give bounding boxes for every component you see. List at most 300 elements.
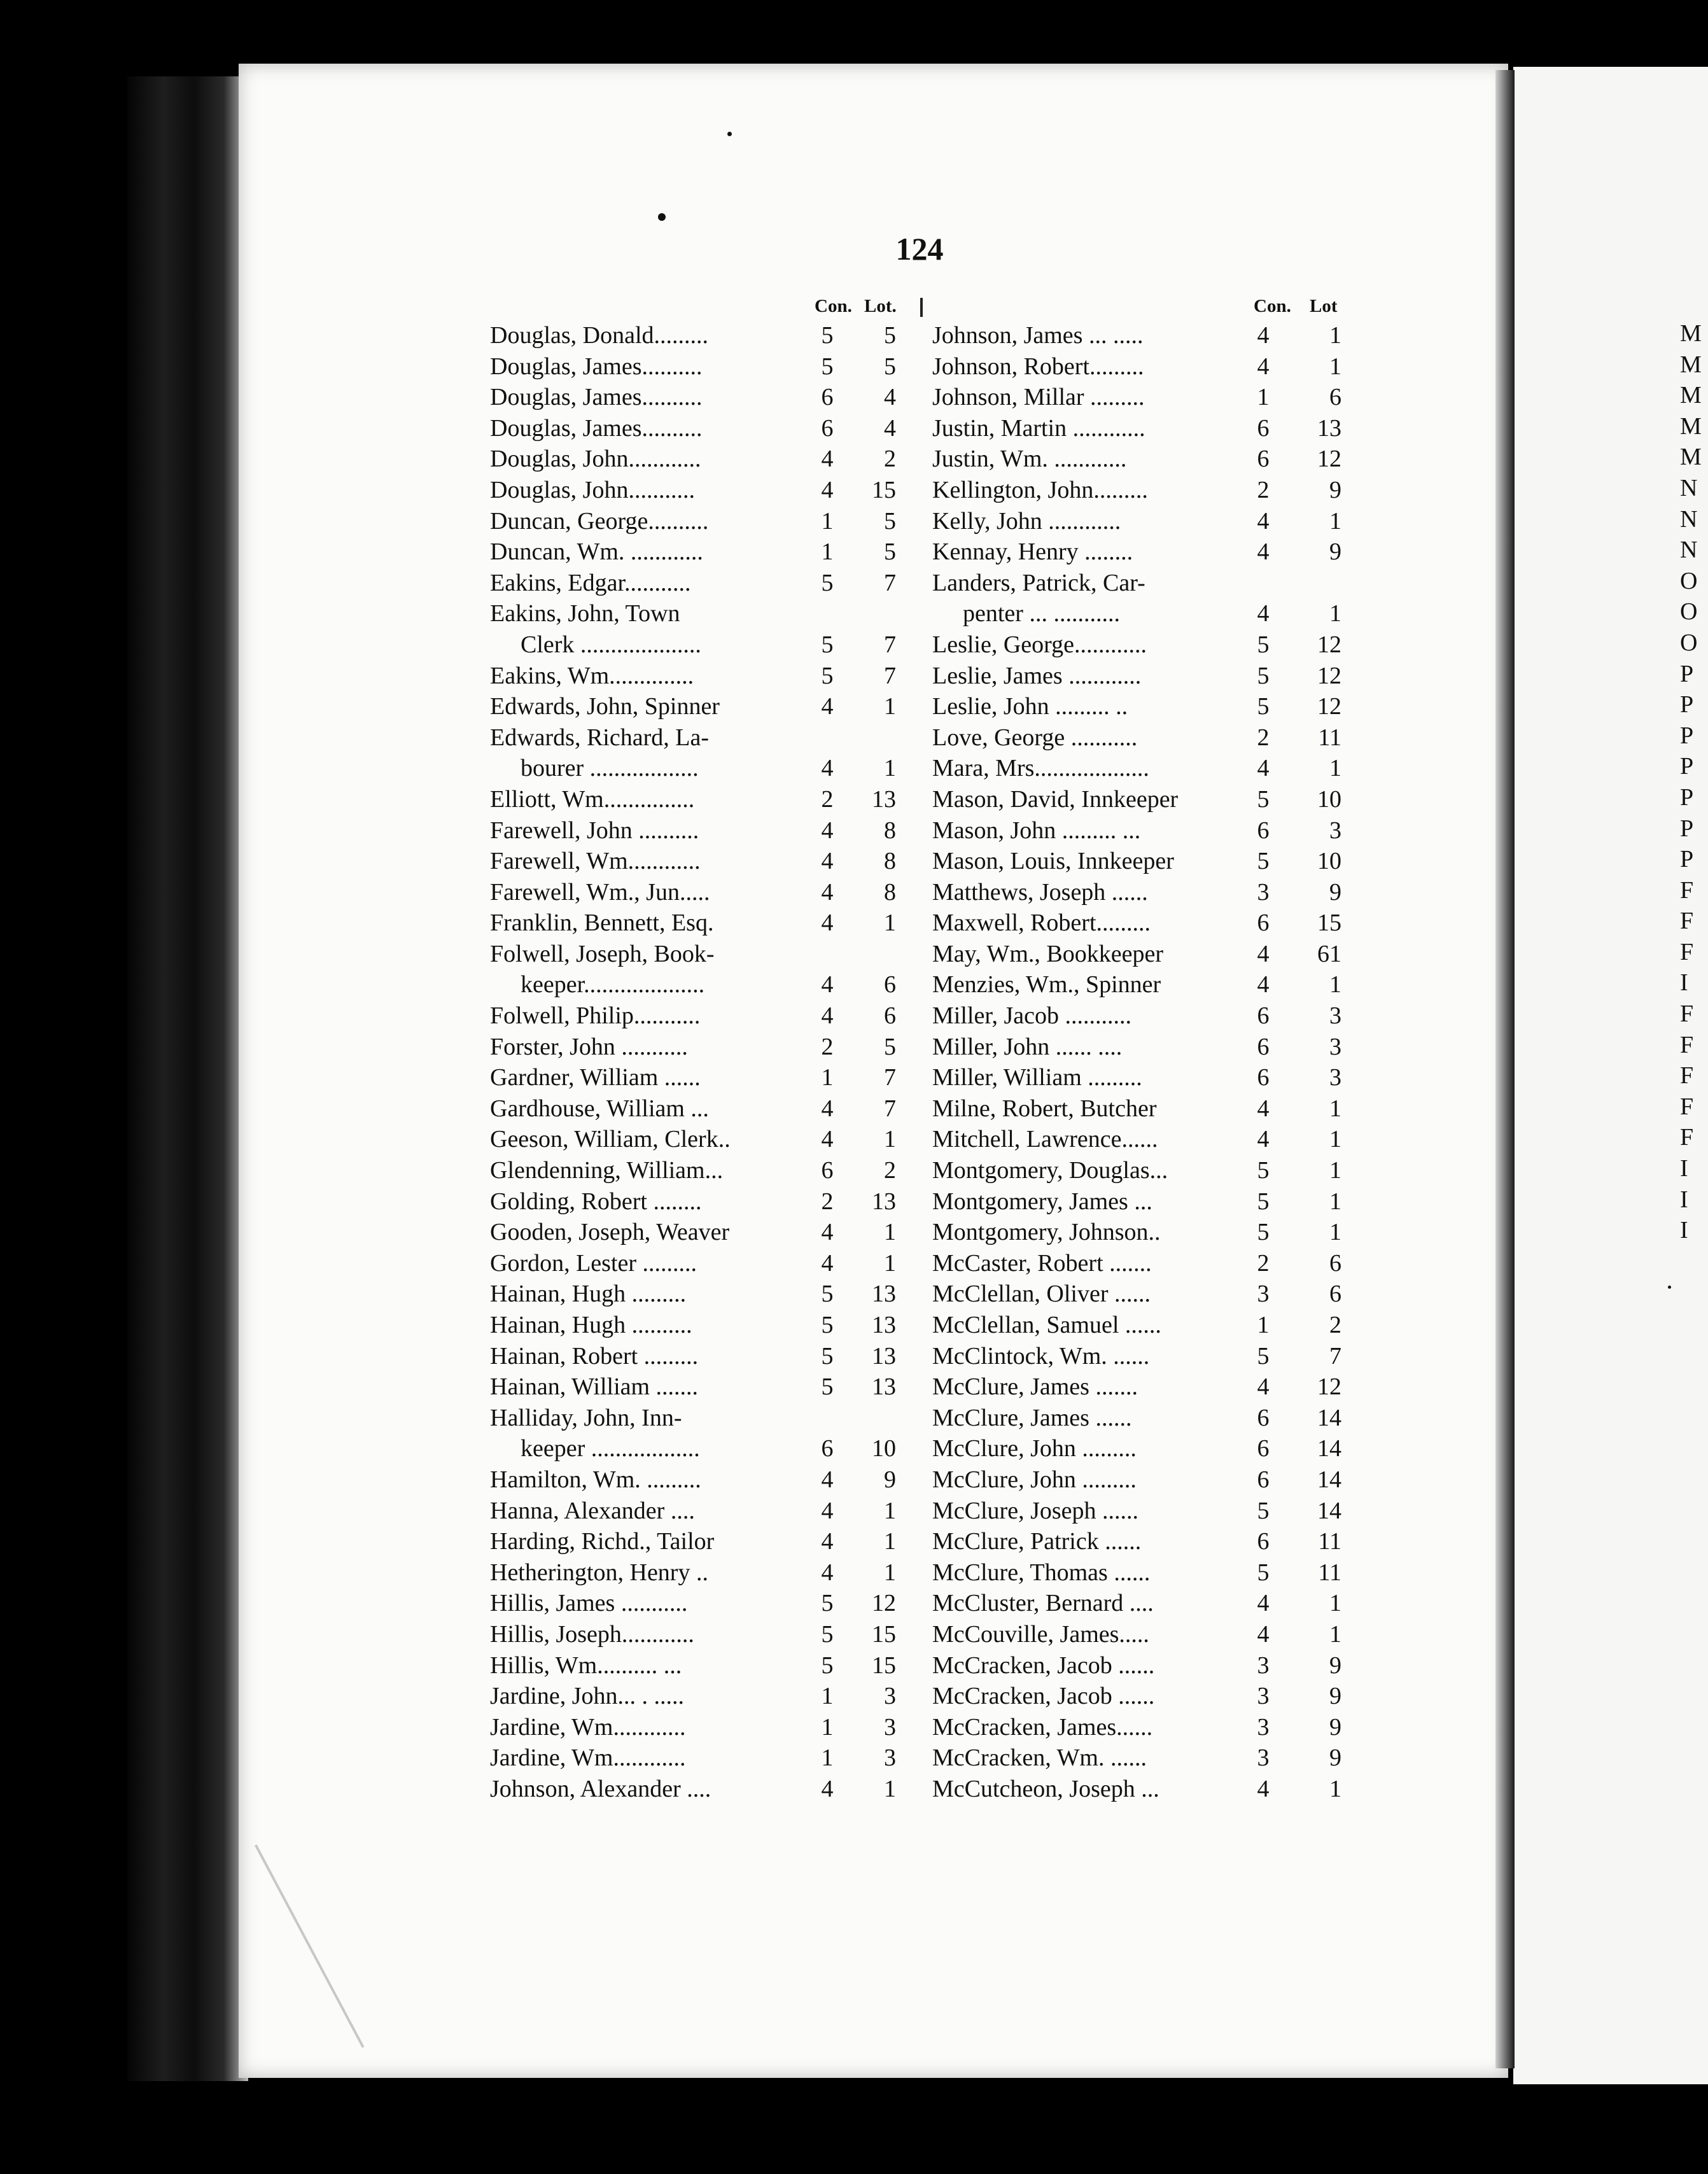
entry-lot: 1	[1329, 1157, 1341, 1184]
entry-name: Douglas, John............	[490, 445, 701, 473]
edge-letter: M	[1680, 412, 1702, 440]
directory-entry	[490, 1341, 929, 1372]
entry-concession: 2	[821, 785, 834, 813]
entry-lot: 13	[872, 1280, 896, 1308]
directory-entry	[932, 413, 1355, 444]
entry-concession: 6	[1257, 817, 1270, 844]
entry-lot: 5	[884, 538, 896, 566]
entry-concession: 2	[1257, 724, 1270, 751]
entry-name: Duncan, George..........	[490, 507, 709, 535]
directory-entry	[932, 1526, 1355, 1557]
entry-name: Douglas, James..........	[490, 384, 703, 411]
next-page-edge	[1513, 67, 1708, 2084]
entry-lot: 13	[872, 1342, 896, 1370]
entry-concession: 4	[1257, 940, 1270, 967]
entry-name: Montgomery, Douglas...	[932, 1157, 1168, 1184]
entry-lot: 14	[1317, 1466, 1341, 1493]
entry-concession: 5	[1257, 1342, 1270, 1370]
entry-concession: 4	[1257, 1373, 1270, 1401]
entry-name: Mason, David, Innkeeper	[932, 785, 1179, 813]
directory-entry	[490, 568, 929, 599]
directory-entry	[490, 753, 929, 784]
directory-entry	[490, 661, 929, 692]
directory-entry	[932, 1403, 1355, 1434]
directory-entry	[932, 722, 1355, 754]
directory-entry	[490, 1155, 929, 1186]
directory-entry	[490, 506, 929, 537]
entry-name: Douglas, Donald.........	[490, 322, 709, 349]
directory-entry	[932, 784, 1355, 815]
entry-lot: 6	[884, 1002, 896, 1030]
entry-name: Hetherington, Henry ..	[490, 1559, 708, 1586]
entry-concession: 5	[821, 1590, 834, 1617]
entry-lot: 8	[884, 848, 896, 875]
entry-lot: 3	[1329, 1033, 1341, 1060]
entry-name: Kelly, John ............	[932, 507, 1121, 535]
directory-entry	[932, 939, 1355, 970]
directory-entry	[932, 475, 1355, 506]
entry-lot: 15	[1317, 909, 1341, 937]
entry-concession: 3	[1257, 878, 1270, 906]
directory-entry	[490, 1062, 929, 1093]
entry-name: Mitchell, Lawrence......	[932, 1126, 1158, 1153]
entry-lot: 1	[1329, 1126, 1341, 1153]
entry-concession: 6	[821, 414, 834, 442]
entry-lot: 1	[884, 1249, 896, 1277]
directory-entry	[490, 413, 929, 444]
entry-name: keeper....................	[521, 971, 705, 999]
directory-entry	[932, 1371, 1355, 1403]
edge-letter: F	[1680, 1000, 1694, 1028]
entry-name: Farewell, Wm., Jun.....	[490, 878, 710, 906]
entry-name: Justin, Martin ............	[932, 414, 1145, 442]
edge-letter: M	[1680, 444, 1702, 471]
entry-name: McCracken, Jacob ......	[932, 1652, 1155, 1679]
directory-entry	[490, 1032, 929, 1063]
entry-concession: 6	[1257, 414, 1270, 442]
entry-concession: 6	[1257, 1033, 1270, 1060]
directory-entry	[490, 1000, 929, 1032]
directory-entry	[490, 1279, 929, 1310]
left-entries	[490, 320, 929, 1805]
entry-lot: 11	[1318, 1528, 1341, 1555]
directory-entry	[490, 784, 929, 815]
entry-lot: 1	[884, 1126, 896, 1153]
directory-entry	[490, 908, 929, 939]
entry-concession: 6	[1257, 1404, 1270, 1431]
entry-lot: 5	[884, 322, 896, 349]
entry-concession: 4	[1257, 755, 1270, 782]
directory-entry	[932, 877, 1355, 908]
entry-name: Hamilton, Wm. .........	[490, 1466, 701, 1493]
edge-letter: N	[1680, 536, 1698, 564]
entry-name: McClure, John .........	[932, 1435, 1137, 1462]
entry-lot: 1	[884, 1559, 896, 1586]
entry-name: Jardine, John... . .....	[490, 1683, 685, 1710]
edge-letter: F	[1680, 1093, 1694, 1120]
directory-entry	[932, 1557, 1355, 1588]
entry-concession: 6	[1257, 909, 1270, 937]
entry-name: Elliott, Wm...............	[490, 785, 695, 813]
entry-lot: 3	[1329, 1002, 1341, 1030]
entry-concession: 5	[821, 1373, 834, 1401]
entry-name: penter ... ...........	[963, 600, 1120, 628]
directory-entry	[490, 1464, 929, 1496]
edge-letter: O	[1680, 598, 1698, 626]
entry-concession: 4	[821, 817, 834, 844]
entry-concession: 5	[821, 1342, 834, 1370]
entry-name: McCracken, Jacob ......	[932, 1683, 1155, 1710]
edge-letter: M	[1680, 320, 1702, 347]
entry-concession: 6	[821, 384, 834, 411]
edge-letter: F	[1680, 1062, 1694, 1090]
directory-entry	[490, 1619, 929, 1650]
entry-lot: 7	[884, 662, 896, 689]
entry-concession: 4	[1257, 507, 1270, 535]
entry-lot: 1	[1329, 971, 1341, 999]
directory-entry	[490, 444, 929, 475]
directory-entry	[490, 815, 929, 846]
directory-entry	[932, 1217, 1355, 1248]
entry-name: Johnson, Millar .........	[932, 384, 1145, 411]
entry-concession: 1	[821, 507, 834, 535]
entry-name: McCracken, James......	[932, 1713, 1153, 1741]
entry-lot: 1	[1329, 1219, 1341, 1246]
entry-lot: 6	[1329, 1249, 1341, 1277]
entry-lot: 6	[1329, 384, 1341, 411]
entry-name: McCluster, Bernard ....	[932, 1590, 1154, 1617]
entry-concession: 4	[821, 1002, 834, 1030]
entry-lot: 8	[884, 817, 896, 844]
entry-concession: 5	[1257, 1559, 1270, 1586]
entry-name: Farewell, Wm............	[490, 848, 701, 875]
entry-name: Johnson, James ... .....	[932, 322, 1144, 349]
entry-lot: 3	[884, 1744, 896, 1772]
directory-entry	[932, 846, 1355, 877]
entry-lot: 5	[884, 1033, 896, 1060]
entry-name: Maxwell, Robert.........	[932, 909, 1151, 937]
entry-name: Franklin, Bennett, Esq.	[490, 909, 714, 937]
directory-entry	[490, 1310, 929, 1341]
edge-letter: F	[1680, 908, 1694, 935]
left-column	[490, 296, 929, 1805]
entry-concession: 4	[821, 1126, 834, 1153]
directory-entry	[932, 536, 1355, 568]
entry-lot: 4	[884, 384, 896, 411]
edge-letter: O	[1680, 567, 1698, 594]
entry-name: Folwell, Joseph, Book-	[490, 940, 715, 967]
right-entries	[932, 320, 1355, 1805]
entry-name: Folwell, Philip...........	[490, 1002, 701, 1030]
entry-name: McClure, John .........	[932, 1466, 1137, 1493]
directory-entry	[932, 1496, 1355, 1527]
entry-name: McClellan, Oliver ......	[932, 1280, 1151, 1308]
entry-name: McClure, James .......	[932, 1373, 1138, 1401]
entry-lot: 2	[884, 445, 896, 473]
directory-entry	[490, 1217, 929, 1248]
entry-name: Edwards, John, Spinner	[490, 693, 720, 720]
entry-lot: 1	[1329, 755, 1341, 782]
entry-name: McClure, Joseph ......	[932, 1497, 1139, 1524]
entry-lot: 13	[872, 1373, 896, 1401]
entry-lot: 15	[872, 1620, 896, 1648]
entry-lot: 1	[884, 1497, 896, 1524]
entry-concession: 2	[1257, 1249, 1270, 1277]
directory-entry	[932, 568, 1355, 599]
directory-entry	[932, 1186, 1355, 1217]
right-column-header	[932, 296, 1355, 320]
directory-entry	[932, 661, 1355, 692]
entry-concession: 1	[821, 1064, 834, 1091]
page-number: 124	[895, 231, 944, 267]
directory-entry	[490, 1526, 929, 1557]
directory-entry	[932, 815, 1355, 846]
entry-name: Kellington, John.........	[932, 476, 1148, 503]
entry-concession: 1	[1257, 1312, 1270, 1338]
directory-entry	[932, 629, 1355, 661]
edge-letter: M	[1680, 351, 1702, 378]
entry-lot: 1	[1329, 507, 1341, 535]
entry-concession: 6	[821, 1157, 834, 1184]
entry-lot: 9	[1329, 1683, 1341, 1710]
entry-lot: 12	[1317, 662, 1341, 689]
entry-concession: 4	[1257, 538, 1270, 566]
entry-name: Matthews, Joseph ......	[932, 878, 1148, 906]
entry-lot: 1	[884, 1219, 896, 1246]
entry-lot: 1	[884, 909, 896, 937]
entry-name: Halliday, John, Inn-	[490, 1404, 682, 1431]
directory-entry	[490, 1774, 929, 1805]
edge-letter: P	[1680, 691, 1694, 719]
entry-lot: 11	[1318, 724, 1341, 751]
entry-concession: 4	[1257, 1590, 1270, 1617]
entry-name: Hainan, Hugh ..........	[490, 1312, 692, 1338]
entry-concession: 4	[1257, 971, 1270, 999]
directory-entry	[932, 351, 1355, 382]
entry-name: McCracken, Wm. ......	[932, 1744, 1147, 1772]
entry-lot: 3	[884, 1683, 896, 1710]
entry-name: Gardner, William ......	[490, 1064, 701, 1091]
entry-name: McClintock, Wm. ......	[932, 1342, 1150, 1370]
entry-concession: 2	[1257, 476, 1270, 503]
entry-concession: 4	[821, 1095, 834, 1122]
entry-lot: 9	[1329, 878, 1341, 906]
entry-concession: 4	[821, 1775, 834, 1802]
directory-entry	[490, 1186, 929, 1217]
directory-entry	[932, 1774, 1355, 1805]
entry-lot: 7	[1329, 1342, 1341, 1370]
entry-lot: 9	[1329, 538, 1341, 566]
page-gutter-shadow	[1495, 70, 1515, 2068]
directory-entry	[932, 1464, 1355, 1496]
lot-header: Lot	[1310, 296, 1338, 316]
entry-concession: 4	[821, 1497, 834, 1524]
entry-concession: 4	[821, 909, 834, 937]
edge-letter: N	[1680, 474, 1698, 501]
directory-entry	[490, 1403, 929, 1434]
entry-name: Love, George ...........	[932, 724, 1138, 751]
entry-concession: 5	[1257, 848, 1270, 875]
next-page-edge-letters	[1680, 318, 1708, 1246]
entry-lot: 1	[1329, 322, 1341, 349]
directory-entry	[932, 1032, 1355, 1063]
entry-name: Leslie, George............	[932, 631, 1147, 658]
directory-entry	[932, 753, 1355, 784]
entry-lot: 12	[1317, 631, 1341, 658]
entry-name: Forster, John ...........	[490, 1033, 688, 1060]
entry-concession: 5	[821, 1620, 834, 1648]
entry-lot: 1	[1329, 1188, 1341, 1215]
entry-lot: 3	[1329, 817, 1341, 844]
entry-lot: 3	[884, 1713, 896, 1741]
entry-name: Edwards, Richard, La-	[490, 724, 709, 751]
entry-concession: 4	[821, 1466, 834, 1493]
entry-name: Mason, Louis, Innkeeper	[932, 848, 1174, 875]
entry-lot: 7	[884, 569, 896, 596]
entry-name: Douglas, John...........	[490, 476, 695, 503]
directory-entry	[490, 1093, 929, 1125]
entry-concession: 5	[1257, 1188, 1270, 1215]
entry-concession: 5	[821, 322, 834, 349]
entry-concession: 6	[1257, 1466, 1270, 1493]
entry-concession: 4	[821, 1528, 834, 1555]
entry-concession: 6	[821, 1435, 834, 1462]
entry-name: Harding, Richd., Tailor	[490, 1528, 715, 1555]
entry-lot: 13	[1317, 414, 1341, 442]
entry-lot: 7	[884, 1064, 896, 1091]
entry-concession: 4	[821, 476, 834, 503]
entry-name: Mara, Mrs...................	[932, 755, 1149, 782]
book-spine-edge	[127, 76, 248, 2081]
directory-entry	[932, 1279, 1355, 1310]
directory-entry	[932, 908, 1355, 939]
entry-lot: 1	[1329, 1590, 1341, 1617]
directory-entry	[490, 629, 929, 661]
entry-lot: 12	[1317, 1373, 1341, 1401]
entry-name: Jardine, Wm............	[490, 1744, 686, 1772]
entry-concession: 4	[821, 1249, 834, 1277]
entry-concession: 5	[821, 1312, 834, 1338]
entry-name: Justin, Wm. ............	[932, 445, 1127, 473]
directory-entry	[490, 598, 929, 629]
entry-lot: 13	[872, 1312, 896, 1338]
directory-entry	[932, 320, 1355, 351]
directory-entry	[932, 1650, 1355, 1681]
entry-concession: 4	[1257, 1775, 1270, 1802]
entry-name: Gardhouse, William ...	[490, 1095, 709, 1122]
entry-lot: 1	[1329, 1775, 1341, 1802]
entry-concession: 3	[1257, 1683, 1270, 1710]
entry-name: Hillis, James ...........	[490, 1590, 688, 1617]
entry-name: Geeson, William, Clerk..	[490, 1126, 731, 1153]
ink-speck	[658, 213, 666, 221]
entry-concession: 4	[821, 878, 834, 906]
directory-entry	[490, 351, 929, 382]
entry-name: Leslie, John ......... ..	[932, 693, 1128, 720]
entry-lot: 10	[872, 1435, 896, 1462]
entry-name: Mason, John ......... ...	[932, 817, 1141, 844]
edge-letter: P	[1680, 815, 1694, 842]
entry-name: Miller, William .........	[932, 1064, 1142, 1091]
entry-name: Eakins, Wm..............	[490, 662, 694, 689]
entry-name: Kennay, Henry ........	[932, 538, 1133, 566]
edge-letter: F	[1680, 1031, 1694, 1058]
entry-name: Leslie, James ............	[932, 662, 1142, 689]
entry-lot: 13	[872, 1188, 896, 1215]
entry-concession: 5	[1257, 785, 1270, 813]
directory-entry	[490, 1371, 929, 1403]
directory-entry	[932, 1155, 1355, 1186]
entry-concession: 5	[1257, 693, 1270, 720]
entry-concession: 6	[1257, 1064, 1270, 1091]
entry-lot: 4	[884, 414, 896, 442]
entry-lot: 3	[1329, 1064, 1341, 1091]
entry-concession: 5	[821, 353, 834, 380]
directory-entry	[932, 1062, 1355, 1093]
entry-name: bourer ..................	[521, 755, 699, 782]
entry-lot: 1	[884, 693, 896, 720]
con-header: Con.	[815, 296, 852, 316]
entry-lot: 6	[884, 971, 896, 999]
entry-lot: 1	[1329, 1620, 1341, 1648]
entry-name: Jardine, Wm............	[490, 1713, 686, 1741]
entry-name: Hillis, Joseph............	[490, 1620, 694, 1648]
entry-name: Miller, John ...... ....	[932, 1033, 1123, 1060]
entry-concession: 5	[821, 1280, 834, 1308]
directory-entry	[490, 846, 929, 877]
entry-name: McClure, Thomas ......	[932, 1559, 1151, 1586]
entry-lot: 61	[1317, 940, 1341, 967]
entry-name: Hillis, Wm.......... ...	[490, 1652, 682, 1679]
entry-concession: 5	[821, 662, 834, 689]
directory-entry	[932, 1588, 1355, 1619]
entry-concession: 6	[1257, 445, 1270, 473]
entry-name: Landers, Patrick, Car-	[932, 569, 1145, 596]
entry-name: McClellan, Samuel ......	[932, 1312, 1161, 1338]
entry-lot: 6	[1329, 1280, 1341, 1308]
entry-concession: 5	[1257, 1157, 1270, 1184]
entry-name: Duncan, Wm. ............	[490, 538, 703, 566]
directory-entry	[490, 320, 929, 351]
entry-name: McCouville, James.....	[932, 1620, 1149, 1648]
entry-concession: 4	[1257, 322, 1270, 349]
entry-concession: 4	[821, 1559, 834, 1586]
directory-entry	[932, 1093, 1355, 1125]
directory-entry	[932, 1433, 1355, 1464]
entry-concession: 6	[1257, 1435, 1270, 1462]
entry-concession: 4	[821, 1219, 834, 1246]
entry-lot: 8	[884, 878, 896, 906]
directory-entry	[490, 722, 929, 754]
directory-entry	[932, 1310, 1355, 1341]
edge-letter: P	[1680, 846, 1694, 873]
entry-lot: 1	[1329, 1095, 1341, 1122]
entry-lot: 9	[884, 1466, 896, 1493]
entry-lot: 1	[884, 1775, 896, 1802]
entry-concession: 4	[821, 848, 834, 875]
directory-entry	[932, 691, 1355, 722]
entry-concession: 2	[821, 1188, 834, 1215]
entry-lot: 11	[1318, 1559, 1341, 1586]
edge-letter: I	[1680, 1155, 1688, 1182]
entry-name: McClure, Patrick ......	[932, 1528, 1142, 1555]
directory-entry	[490, 475, 929, 506]
directory-entry	[490, 1557, 929, 1588]
entry-name: Montgomery, James ...	[932, 1188, 1152, 1215]
directory-entry	[490, 1496, 929, 1527]
entry-concession: 5	[821, 631, 834, 658]
entry-lot: 7	[884, 631, 896, 658]
